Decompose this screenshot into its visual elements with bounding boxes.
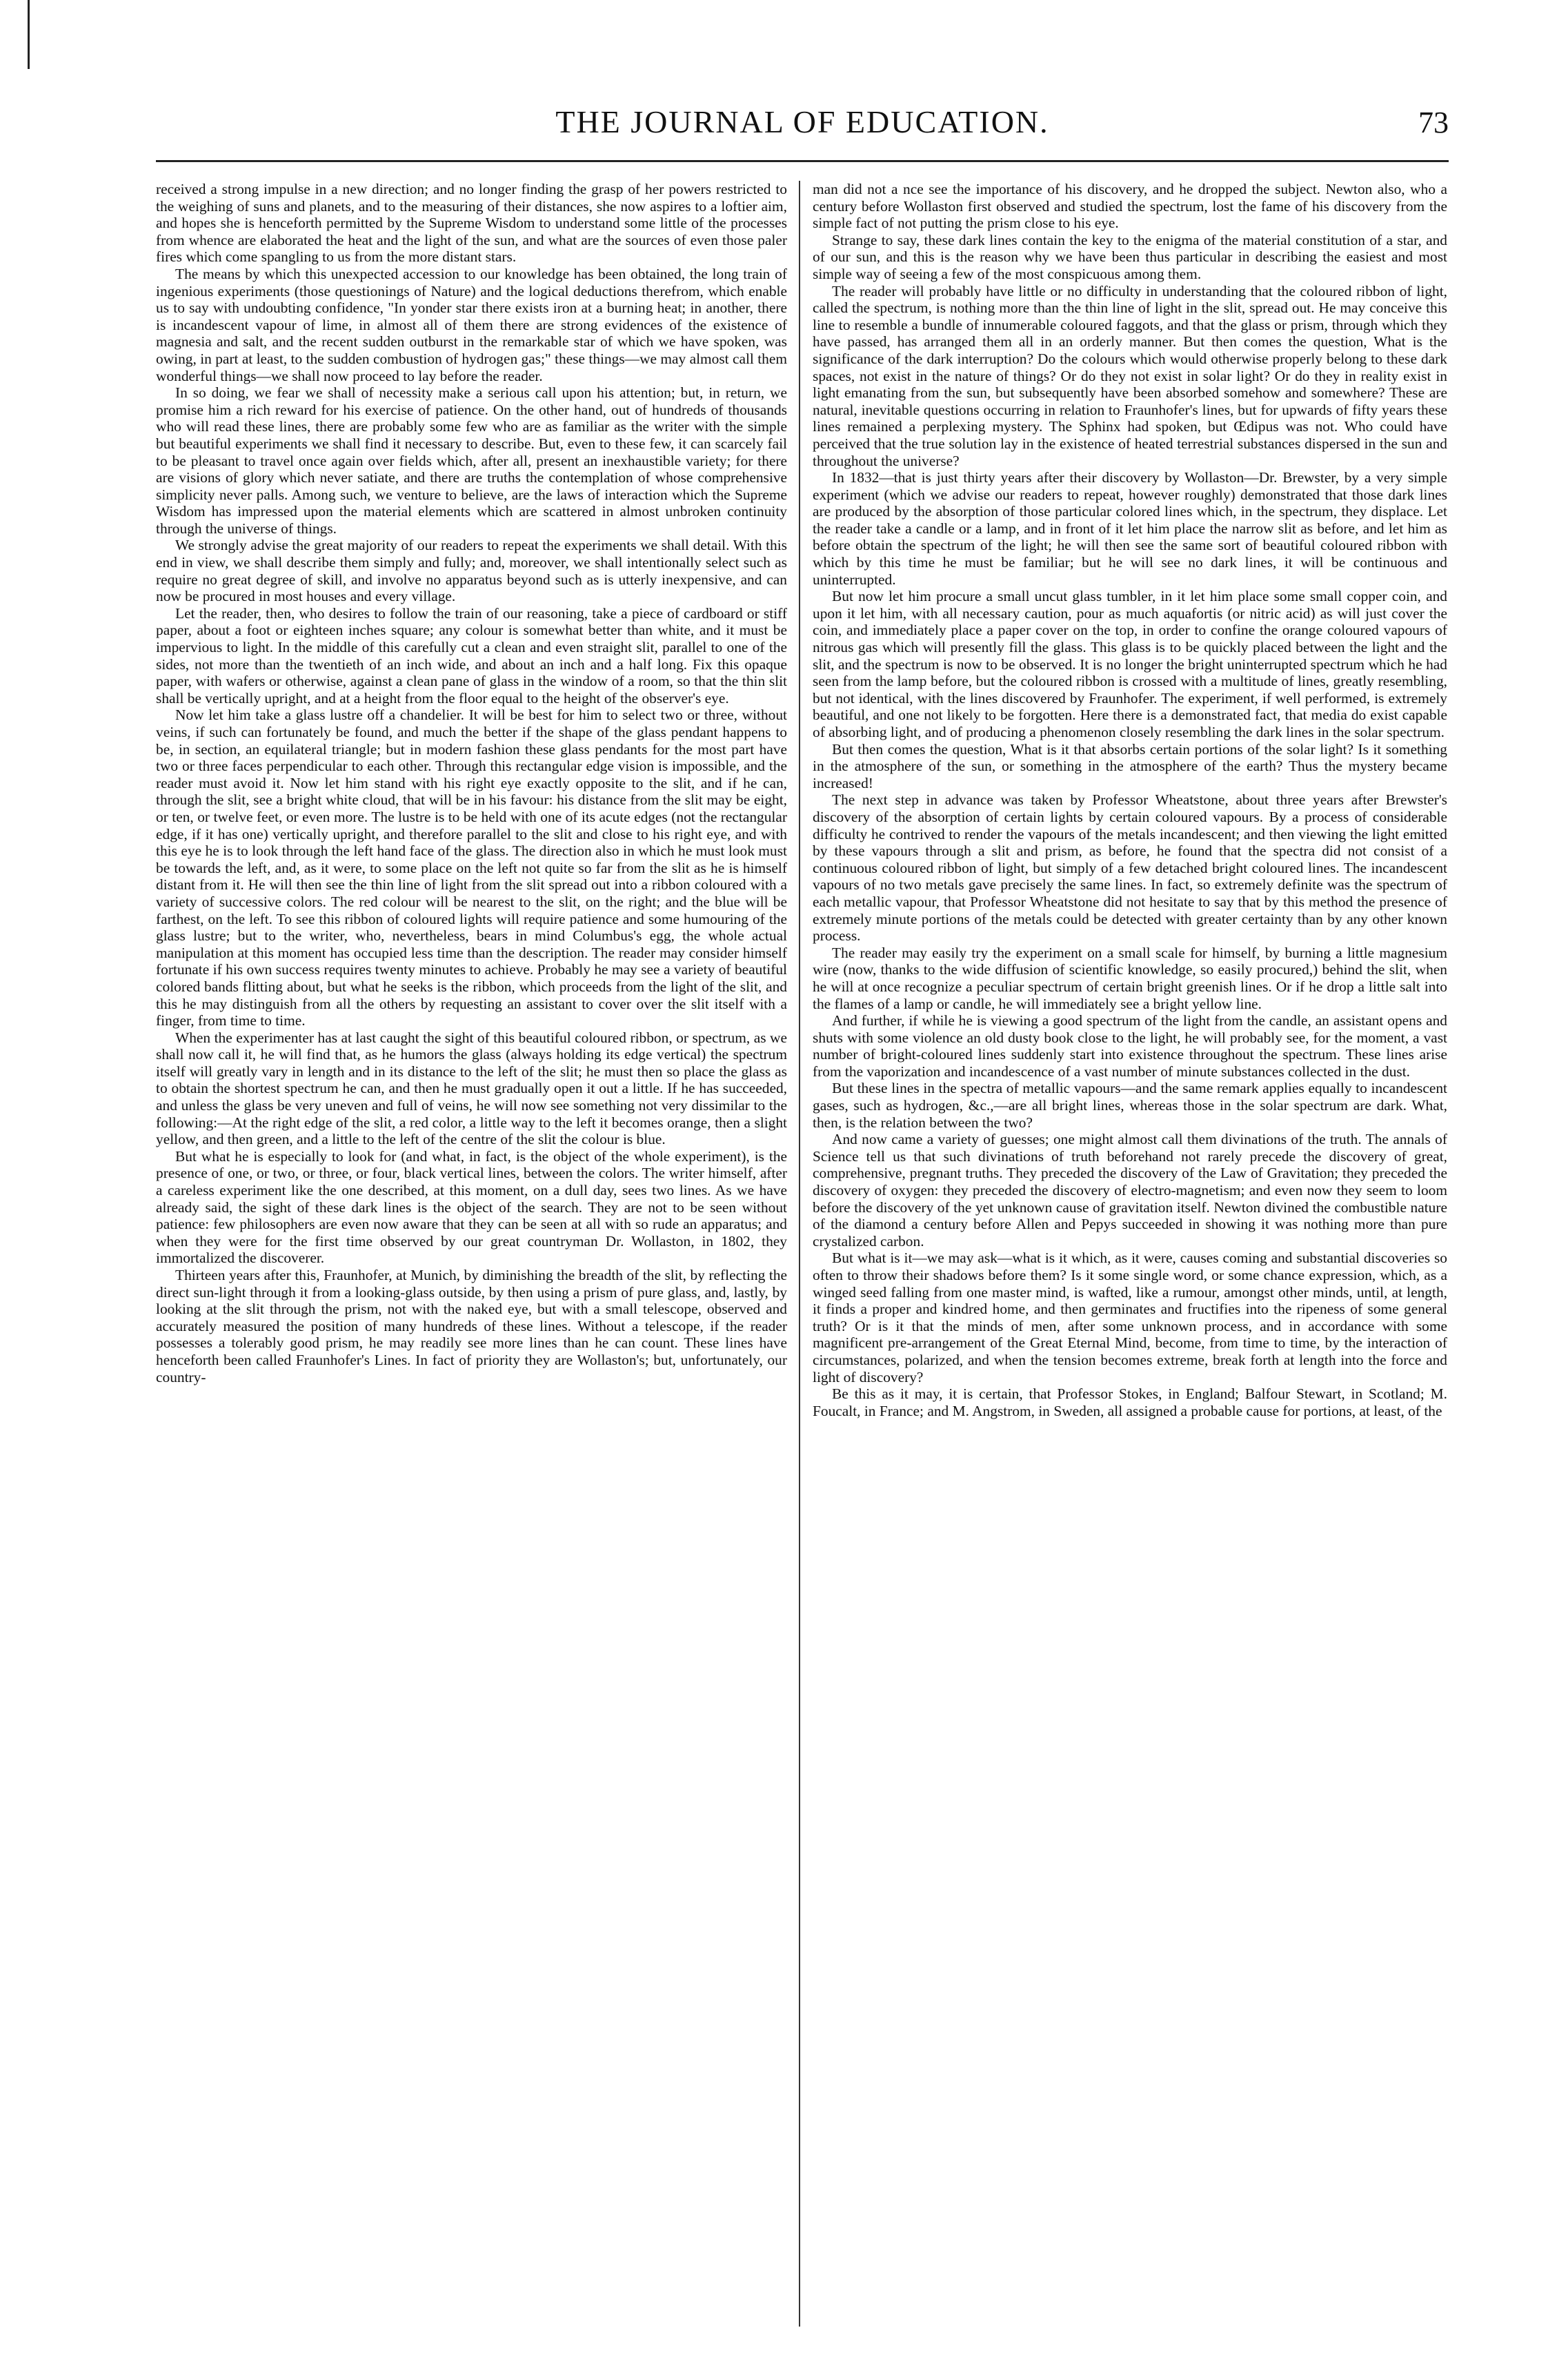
- right-column: [813, 181, 1447, 2327]
- header-rule: [156, 160, 1449, 162]
- paragraph: But what is it—we may ask—what is it which, as it were, causes coming and substantial discoveries so often to throw their shadows before them? Is it some single word, or some chance expression, which, as a winged seed falling from one master mind, is wafted, like a rumour, amongst other minds, until, at length, it finds a proper and kindred home, and then germinates and fructifies into the ripeness of some general truth? Or is it that the minds of men, after some unknown process, and in accordance with some magnificent pre-arrangement of the Great Eternal Mind, become, from time to time, by the interaction of circumstances, polarized, and when the tension becomes extreme, break forth at length into the force and light of discovery?: [813, 1250, 1447, 1385]
- paragraph: In 1832—that is just thirty years after their discovery by Wollaston—Dr. Brewster, by a very simple experiment (which we advise our readers to repeat, however roughly) demonstrated that those dark lines are produced by the absorption of those particular colored lines which, in the spectrum, they displace. Let the reader take a candle or a lamp, and in front of it let him place the narrow slit as before, and let him as before obtain the spectrum of the light; he will then see the same sort of beautiful coloured ribbon with which by this time he must be familiar; but he will see no dark lines, it will be continuous and uninterrupted.: [813, 469, 1447, 588]
- page-header: [156, 103, 1449, 145]
- journal-title: THE JOURNAL OF EDUCATION.: [555, 104, 1049, 139]
- paragraph: But these lines in the spectra of metallic vapours—and the same remark applies equally to incandescent gases, such as hydrogen, &c.,—are all bright lines, whereas those in the solar spectrum are dark. What, then, is the relation between the two?: [813, 1080, 1447, 1131]
- paragraph: But what he is especially to look for (and what, in fact, is the object of the whole experiment), is the presence of one, or two, or three, or four, black vertical lines, between the colors. The writer himself, after a careless experiment like the one described, at this moment, on a dull day, sees two lines. As we have already said, the sight of these dark lines is the object of the search. They are not to be seen without patience: few philosophers are even now aware that they can be seen at all with so rude an apparatus; and when they were for the first time observed by our great countryman Dr. Wollaston, in 1802, they immortalized the discoverer.: [156, 1147, 787, 1267]
- paragraph: The reader will probably have little or no difficulty in understanding that the coloured ribbon of light, called the spectrum, is nothing more than the thin line of light in the slit, spread out. He may conceive this line to resemble a bundle of innumerable coloured faggots, and that the glass or prism, through which they have passed, has arranged them all in an orderly manner. But then comes the question, What is the significance of the dark interruption? Do the colours which would otherwise properly belong to these dark spaces, not exist in the nature of things? Or do they not exist in solar light? Or do they in reality exist in light emanating from the sun, but subsequently have been absorbed somehow and somewhere? These are natural, inevitable questions occurring in relation to Fraunhofer's lines, but for upwards of fifty years these lines remained a perplexing mystery. The Sphinx had spoken, but Œdipus was not. Who could have perceived that the true solution lay in the existence of heated terrestrial substances dispersed in the sun and throughout the universe?: [813, 282, 1447, 469]
- paragraph: But now let him procure a small uncut glass tumbler, in it let him place some small copper coin, and upon it let him, with all necessary caution, pour as much aquafortis (or nitric acid) as will just cover the coin, and immediately place a paper cover on the top, in order to confine the orange coloured vapours of nitrous gas which will presently fill the glass. This glass is to be quickly placed between the light and the slit, and the spectrum is now to be observed. It is no longer the bright uninterrupted spectrum which he had seen from the lamp before, but the coloured ribbon is crossed with a multitude of lines, greatly resembling, but not identical, with the lines discovered by Fraunhofer. The experiment, if well performed, is extremely beautiful, and one not likely to be forgotten. Here there is a demonstrated fact, that media do exist capable of absorbing light, and of producing a phenomenon closely resembling the dark lines in the solar spectrum.: [813, 588, 1447, 740]
- paragraph: Be this as it may, it is certain, that Professor Stokes, in England; Balfour Stewart, in Scotland; M. Foucalt, in France; and M. Angstrom, in Sweden, all assigned a probable cause for portions, at least, of the: [813, 1385, 1447, 1419]
- paragraph: And now came a variety of guesses; one might almost call them divinations of the truth. The annals of Science tell us that such divinations of truth beforehand not rarely precede the discovery of great, comprehensive, pregnant truths. They preceded the discovery of the Law of Gravitation; they preceded the discovery of oxygen: they preceded the discovery of electro-magnetism; and even now they seem to loom before the discovery of the yet unknown cause of gravitation itself. Newton divined the combustible nature of the diamond a century before Allen and Pepys succeeded in showing it was nothing more than pure crystalized carbon.: [813, 1131, 1447, 1250]
- paragraph: Let the reader, then, who desires to follow the train of our reasoning, take a piece of cardboard or stiff paper, about a foot or eighteen inches square; any colour is somewhat better than white, and it must be impervious to light. In the middle of this carefully cut a clean and even straight slit, parallel to one of the sides, not more than the twentieth of an inch wide, and about an inch and a half long. Fix this opaque paper, with wafers or otherwise, against a clean pane of glass in the window of a room, so that the thin slit shall be vertically upright, and at a height from the floor equal to the height of the observer's eye.: [156, 604, 787, 707]
- paragraph: The reader may easily try the experiment on a small scale for himself, by burning a little magnesium wire (now, thanks to the wide diffusion of scientific knowledge, so easily procured,) behind the slit, when he will at once recognize a peculiar spectrum of certain bright greenish lines. Or if he drop a little salt into the flames of a lamp or candle, he will immediately see a bright yellow line.: [813, 944, 1447, 1012]
- page-number: 73: [1418, 106, 1449, 139]
- paragraph: Now let him take a glass lustre off a chandelier. It will be best for him to select two or three, without veins, if such can fortunately be found, and much the better if the shape of the glass pendant happens to be, in section, an equilateral triangle; but in modern fashion these glass pendants for the most part have two or three faces perpendicular to each other. Through this rectangular edge vision is impossible, and the reader must avoid it. Now let him stand with his right eye exactly opposite to the slit, and if he can, through the slit, see a bright white cloud, that will be in his favour: his distance from the slit may be eight, or ten, or twelve feet, or even more. The lustre is to be held with one of its acute edges (not the rectangular edge, if it has one) vertically upright, and therefore parallel to the slit and close to his right eye, and with this eye he is to look through the left hand face of the glass. The direction also in which he must look must be towards the left, and, as it were, to some place on the left not quite so far from the slit as he is himself distant from it. He will then see the thin line of light from the slit spread out into a ribbon coloured with a variety of successive colors. The red colour will be nearest to the slit, on the right; and the blue will be farthest, on the left. To see this ribbon of coloured lights will require patience and some humouring of the glass lustre; but to the writer, who, nevertheless, bears in mind Columbus's egg, the whole actual manipulation at this moment has occupied less time than the description. The reader may consider himself fortunate if his own success requires twenty minutes to achieve. Probably he may see a variety of beautiful colored bands flitting about, but what he seeks is the ribbon, which proceeds from the light of the slit, and this he may distinguish from all the others by requesting an assistant to cover over the slit itself with a finger, from time to time.: [156, 707, 787, 1029]
- paragraph: When the experimenter has at last caught the sight of this beautiful coloured ribbon, or spectrum, as we shall now call it, he will find that, as he humors the glass (always holding its edge vertical) the spectrum itself will greatly vary in length and in its distance to the left of the slit; he must then so place the glass as to obtain the shortest spectrum he can, and then he must gradually open it out a little. If he has succeeded, and unless the glass be very uneven and full of veins, he will now see something not very dissimilar to the following:—At the right edge of the slit, a red color, a little way to the left it becomes orange, then a slight yellow, and then green, and a little to the left of the centre of the slit the colour is blue.: [156, 1029, 787, 1148]
- paragraph: The next step in advance was taken by Professor Wheatstone, about three years after Brewster's discovery of the absorption of certain lights by certain coloured vapours. By a process of considerable difficulty he contrived to render the vapours of the metals incandescent; and then viewing the light emitted by these vapours through a slit and prism, as before, he found that the spectra did not consist of a continuous coloured ribbon of light, but simply of a few detached bright coloured lines. The incandescent vapours of no two metals gave precisely the same lines. In fact, so extremely definite was the spectrum of each metallic vapour, that Professor Wheatstone did not hesitate to say that by this method the presence of extremely minute portions of the metals could be detected with greater certainty than by any other known process.: [813, 791, 1447, 945]
- paragraph: We strongly advise the great majority of our readers to repeat the experiments we shall detail. With this end in view, we shall describe them simply and fully; and, moreover, we shall intentionally select such as require no great degree of skill, and involve no apparatus beyond such as is utterly inexpensive, and can now be procured in most houses and every village.: [156, 537, 787, 605]
- paragraph: man did not a nce see the importance of his discovery, and he dropped the subject. Newton also, who a century before Wollaston first observed and studied the spectrum, lost the fame of his discovery from the simple fact of not putting the prism close to his eye.: [813, 181, 1447, 232]
- paragraph: received a strong impulse in a new direction; and no longer finding the grasp of her powers restricted to the weighing of suns and planets, and to the measuring of their distances, she now aspires to a loftier aim, and hopes she is henceforth permitted by the Supreme Wisdom to understand some little of the processes from whence are elaborated the heat and the light of the sun, and what are the sources of even those paler fires which come spangling to us from the more distant stars.: [156, 181, 787, 266]
- paragraph: And further, if while he is viewing a good spectrum of the light from the candle, an assistant opens and shuts with some violence an old dusty book close to the light, he will probably see, for the moment, a vast number of bright-coloured lines suddenly start into existence throughout the spectrum. These lines arise from the vaporization and incandescence of a vast number of minute substances collected in the dust.: [813, 1012, 1447, 1080]
- paragraph: Strange to say, these dark lines contain the key to the enigma of the material constitution of a star, and of our sun, and this is the reason why we have been thus particular in describing the easiest and most simple way of seeing a few of the most conspicuous among them.: [813, 231, 1447, 282]
- paragraph: In so doing, we fear we shall of necessity make a serious call upon his attention; but, in return, we promise him a rich reward for his exercise of patience. On the other hand, out of hundreds of thousands who will read these lines, there are probably some few who are as familiar as the writer with the simple but beautiful experiments we shall find it necessary to describe. But, even to these few, it can scarcely fail to be pleasant to travel once again over fields which, after all, present an inexhaustible variety; for there are visions of glory which never satiate, and there are truths the contemplation of whose comprehensive simplicity never palls. Among such, we venture to believe, are the laws of interaction which the Supreme Wisdom has impressed upon the material elements which are scattered in almost unbroken continuity through the universe of things.: [156, 384, 787, 537]
- column-divider: [799, 181, 800, 2327]
- margin-rule: [28, 0, 30, 69]
- paragraph: The means by which this unexpected accession to our knowledge has been obtained, the long train of ingenious experiments (those questionings of Nature) and the logical deductions therefrom, which enable us to say with undoubting confidence, "In yonder star there exists iron at a burning heat; in another, there is incandescent vapour of lime, in almost all of them there are strong evidences of the existence of magnesia and salt, and the recent sudden outburst in the remarkable star of which we have spoken, was owing, in part at least, to the sudden combustion of hydrogen gas;" these things—we may almost call them wonderful things—we shall now proceed to lay before the reader.: [156, 265, 787, 384]
- paragraph: Thirteen years after this, Fraunhofer, at Munich, by diminishing the breadth of the slit, by reflecting the direct sun-light through it from a looking-glass outside, by then using a prism of pure glass, and, lastly, by looking at the slit through the prism, not with the naked eye, but with a small telescope, observed and accurately measured the position of many hundreds of these lines. Without a telescope, if the reader possesses a tolerably good prism, he may readily see more lines than he can count. These lines have henceforth been called Fraunhofer's Lines. In fact of priority they are Wollaston's; but, unfortunately, our country-: [156, 1267, 787, 1385]
- paragraph: But then comes the question, What is it that absorbs certain portions of the solar light? Is it something in the atmosphere of the sun, or something in the atmosphere of the earth? Thus the mystery became increased!: [813, 740, 1447, 791]
- left-column: [156, 181, 787, 2327]
